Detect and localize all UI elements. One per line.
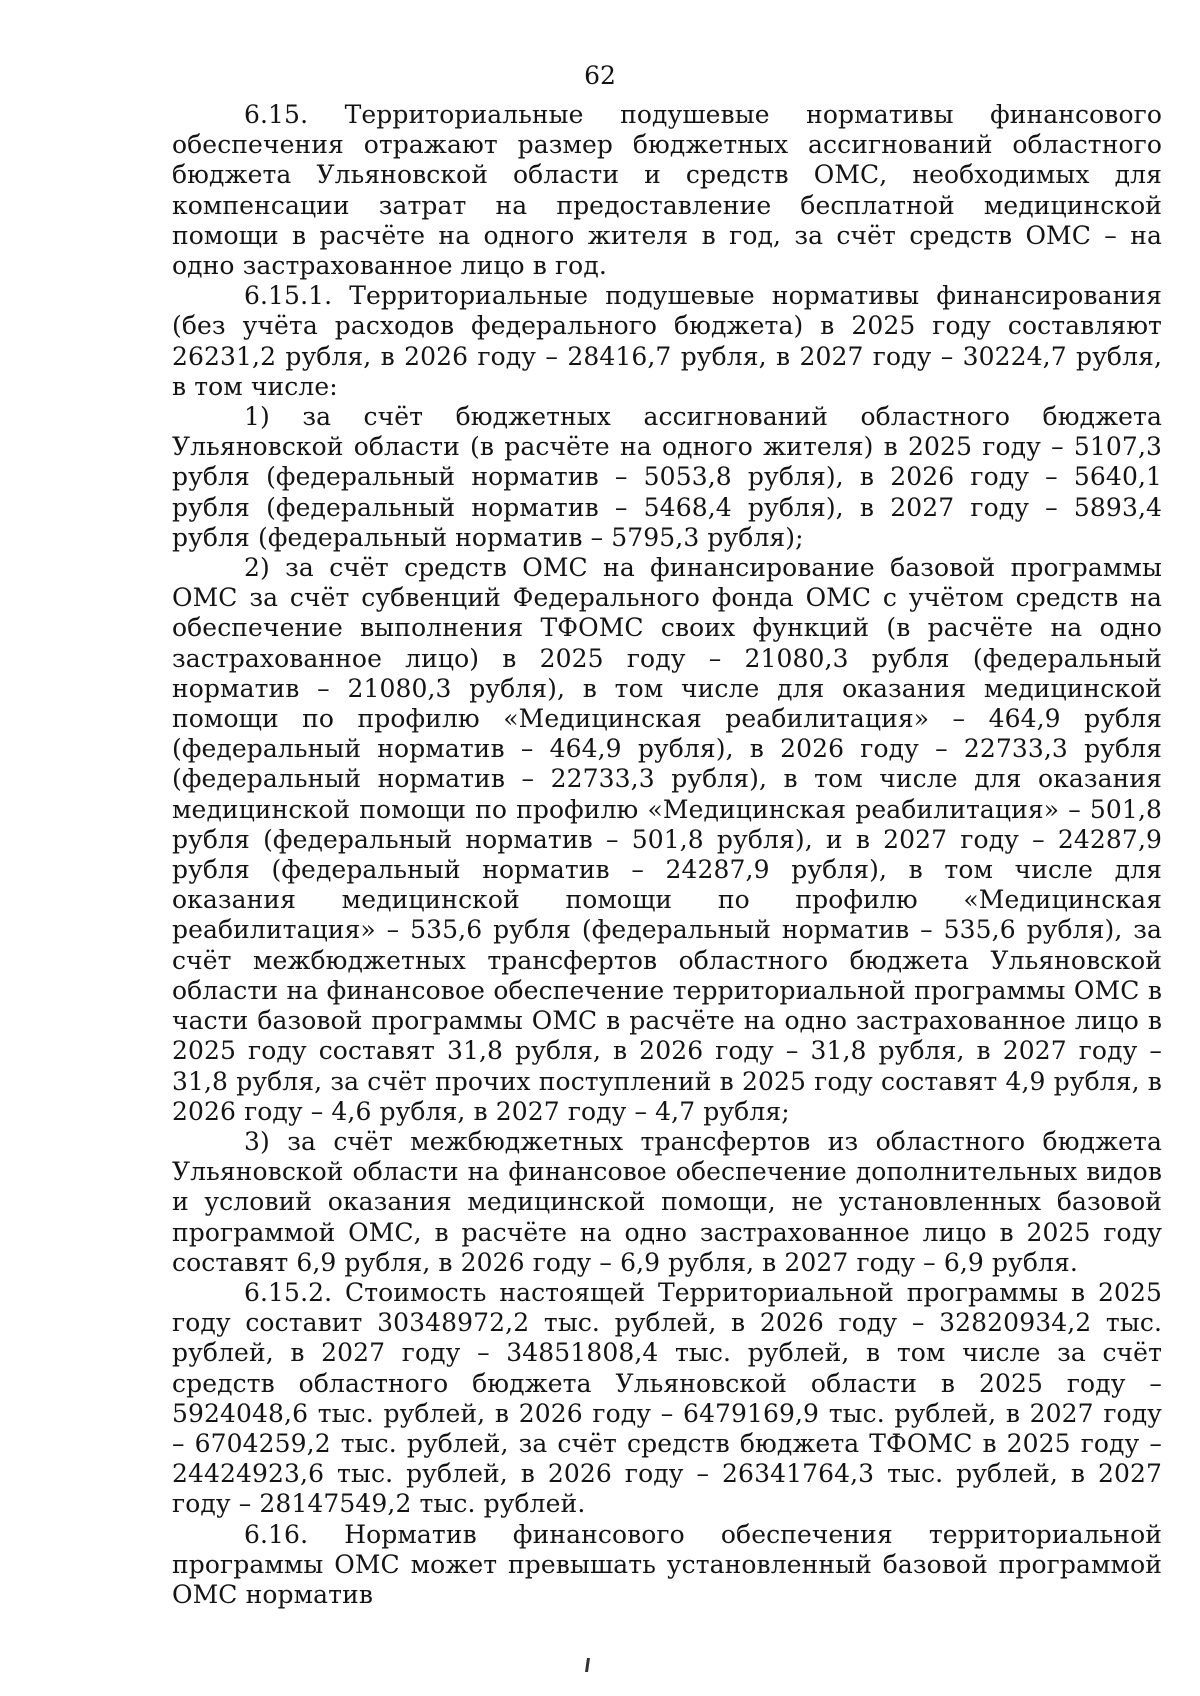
list-item-3: 3) за счёт межбюджетных трансфертов из областного бюджета Ульяновской области на финансовое обеспечение дополнительных видов и условий оказания медицинской помощи, не установленных базовой программой ОМС, в расчёте на одно застрахованное лицо в 2025 году составят 6,9 рубля, в 2026 году – 6,9 рубля, в 2027 году – 6,9 рубля. <box>172 1126 1162 1277</box>
document-body <box>172 100 1162 1610</box>
paragraph-6-15: 6.15. Территориальные подушевые нормативы финансового обеспечения отражают размер бюджетных ассигнований областного бюджета Ульяновской области и средств ОМС, необходимых для компенсации затрат на предоставление бесплатной медицинской помощи в расчёте на одного жителя в год, за счёт средств ОМС – на одно застрахованное лицо в год. <box>172 100 1162 281</box>
paragraph-6-16: 6.16. Норматив финансового обеспечения территориальной программы ОМС может превышать установленный базовой программой ОМС норматив <box>172 1519 1162 1609</box>
page-number: 62 <box>584 61 616 90</box>
paragraph-6-15-1: 6.15.1. Территориальные подушевые нормативы финансирования (без учёта расходов федерального бюджета) в 2025 году составляют 26231,2 рубля, в 2026 году – 28416,7 рубля, в 2027 году – 30224,7 рубля, в том числе: <box>172 281 1162 401</box>
list-item-1: 1) за счёт бюджетных ассигнований областного бюджета Ульяновской области (в расчёте на одного жителя) в 2025 году – 5107,3 рубля (федеральный норматив – 5053,8 рубля), в 2026 году – 5640,1 рубля (федеральный норматив – 5468,4 рубля), в 2027 году – 5893,4 рубля (федеральный норматив – 5795,3 рубля); <box>172 402 1162 552</box>
list-item-2: 2) за счёт средств ОМС на финансирование базовой программы ОМС за счёт субвенций Федерального фонда ОМС с учётом средств на обеспечение выполнения ТФОМС своих функций (в расчёте на одно застрахованное лицо) в 2025 году – 21080,3 рубля (федеральный норматив – 21080,3 рубля), в том числе для оказания медицинской помощи по профилю «Медицинская реабилитация» – 464,9 рубля (федеральный норматив – 464,9 рубля), в 2026 году – 22733,3 рубля (федеральный норматив – 22733,3 рубля), в том числе для оказания медицинской помощи по профилю «Медицинская реабилитация» – 501,8 рубля (федеральный норматив – 501,8 рубля), и в 2027 году – 24287,9 рубля (федеральный норматив – 24287,9 рубля), в том числе для оказания медицинской помощи по профилю «Медицинская реабилитация» – 535,6 рубля (федеральный норматив – 535,6 рубля), за счёт межбюджетных трансфертов областного бюджета Ульяновской области на финансовое обеспечение территориальной программы ОМС в части базовой программы ОМС в расчёте на одно застрахованное лицо в 2025 году составят 31,8 рубля, в 2026 году – 31,8 рубля, в 2027 году – 31,8 рубля, за счёт прочих поступлений в 2025 году составят 4,9 рубля, в 2026 году – 4,6 рубля, в 2027 году – 4,7 рубля; <box>172 553 1162 1126</box>
paragraph-6-15-2: 6.15.2. Стоимость настоящей Территориальной программы в 2025 году составит 30348972,2 тыс. рублей, в 2026 году – 32820934,2 тыс. рублей, в 2027 году – 34851808,4 тыс. рублей, в том числе за счёт средств областного бюджета Ульяновской области в 2025 году – 5924048,6 тыс. рублей, в 2026 году – 6479169,9 тыс. рублей, в 2027 году – 6704259,2 тыс. рублей, за счёт средств бюджета ТФОМС в 2025 году – 24424923,6 тыс. рублей, в 2026 году – 26341764,3 тыс. рублей, в 2027 году – 28147549,2 тыс. рублей. <box>172 1277 1162 1519</box>
scan-mark <box>585 1658 590 1672</box>
